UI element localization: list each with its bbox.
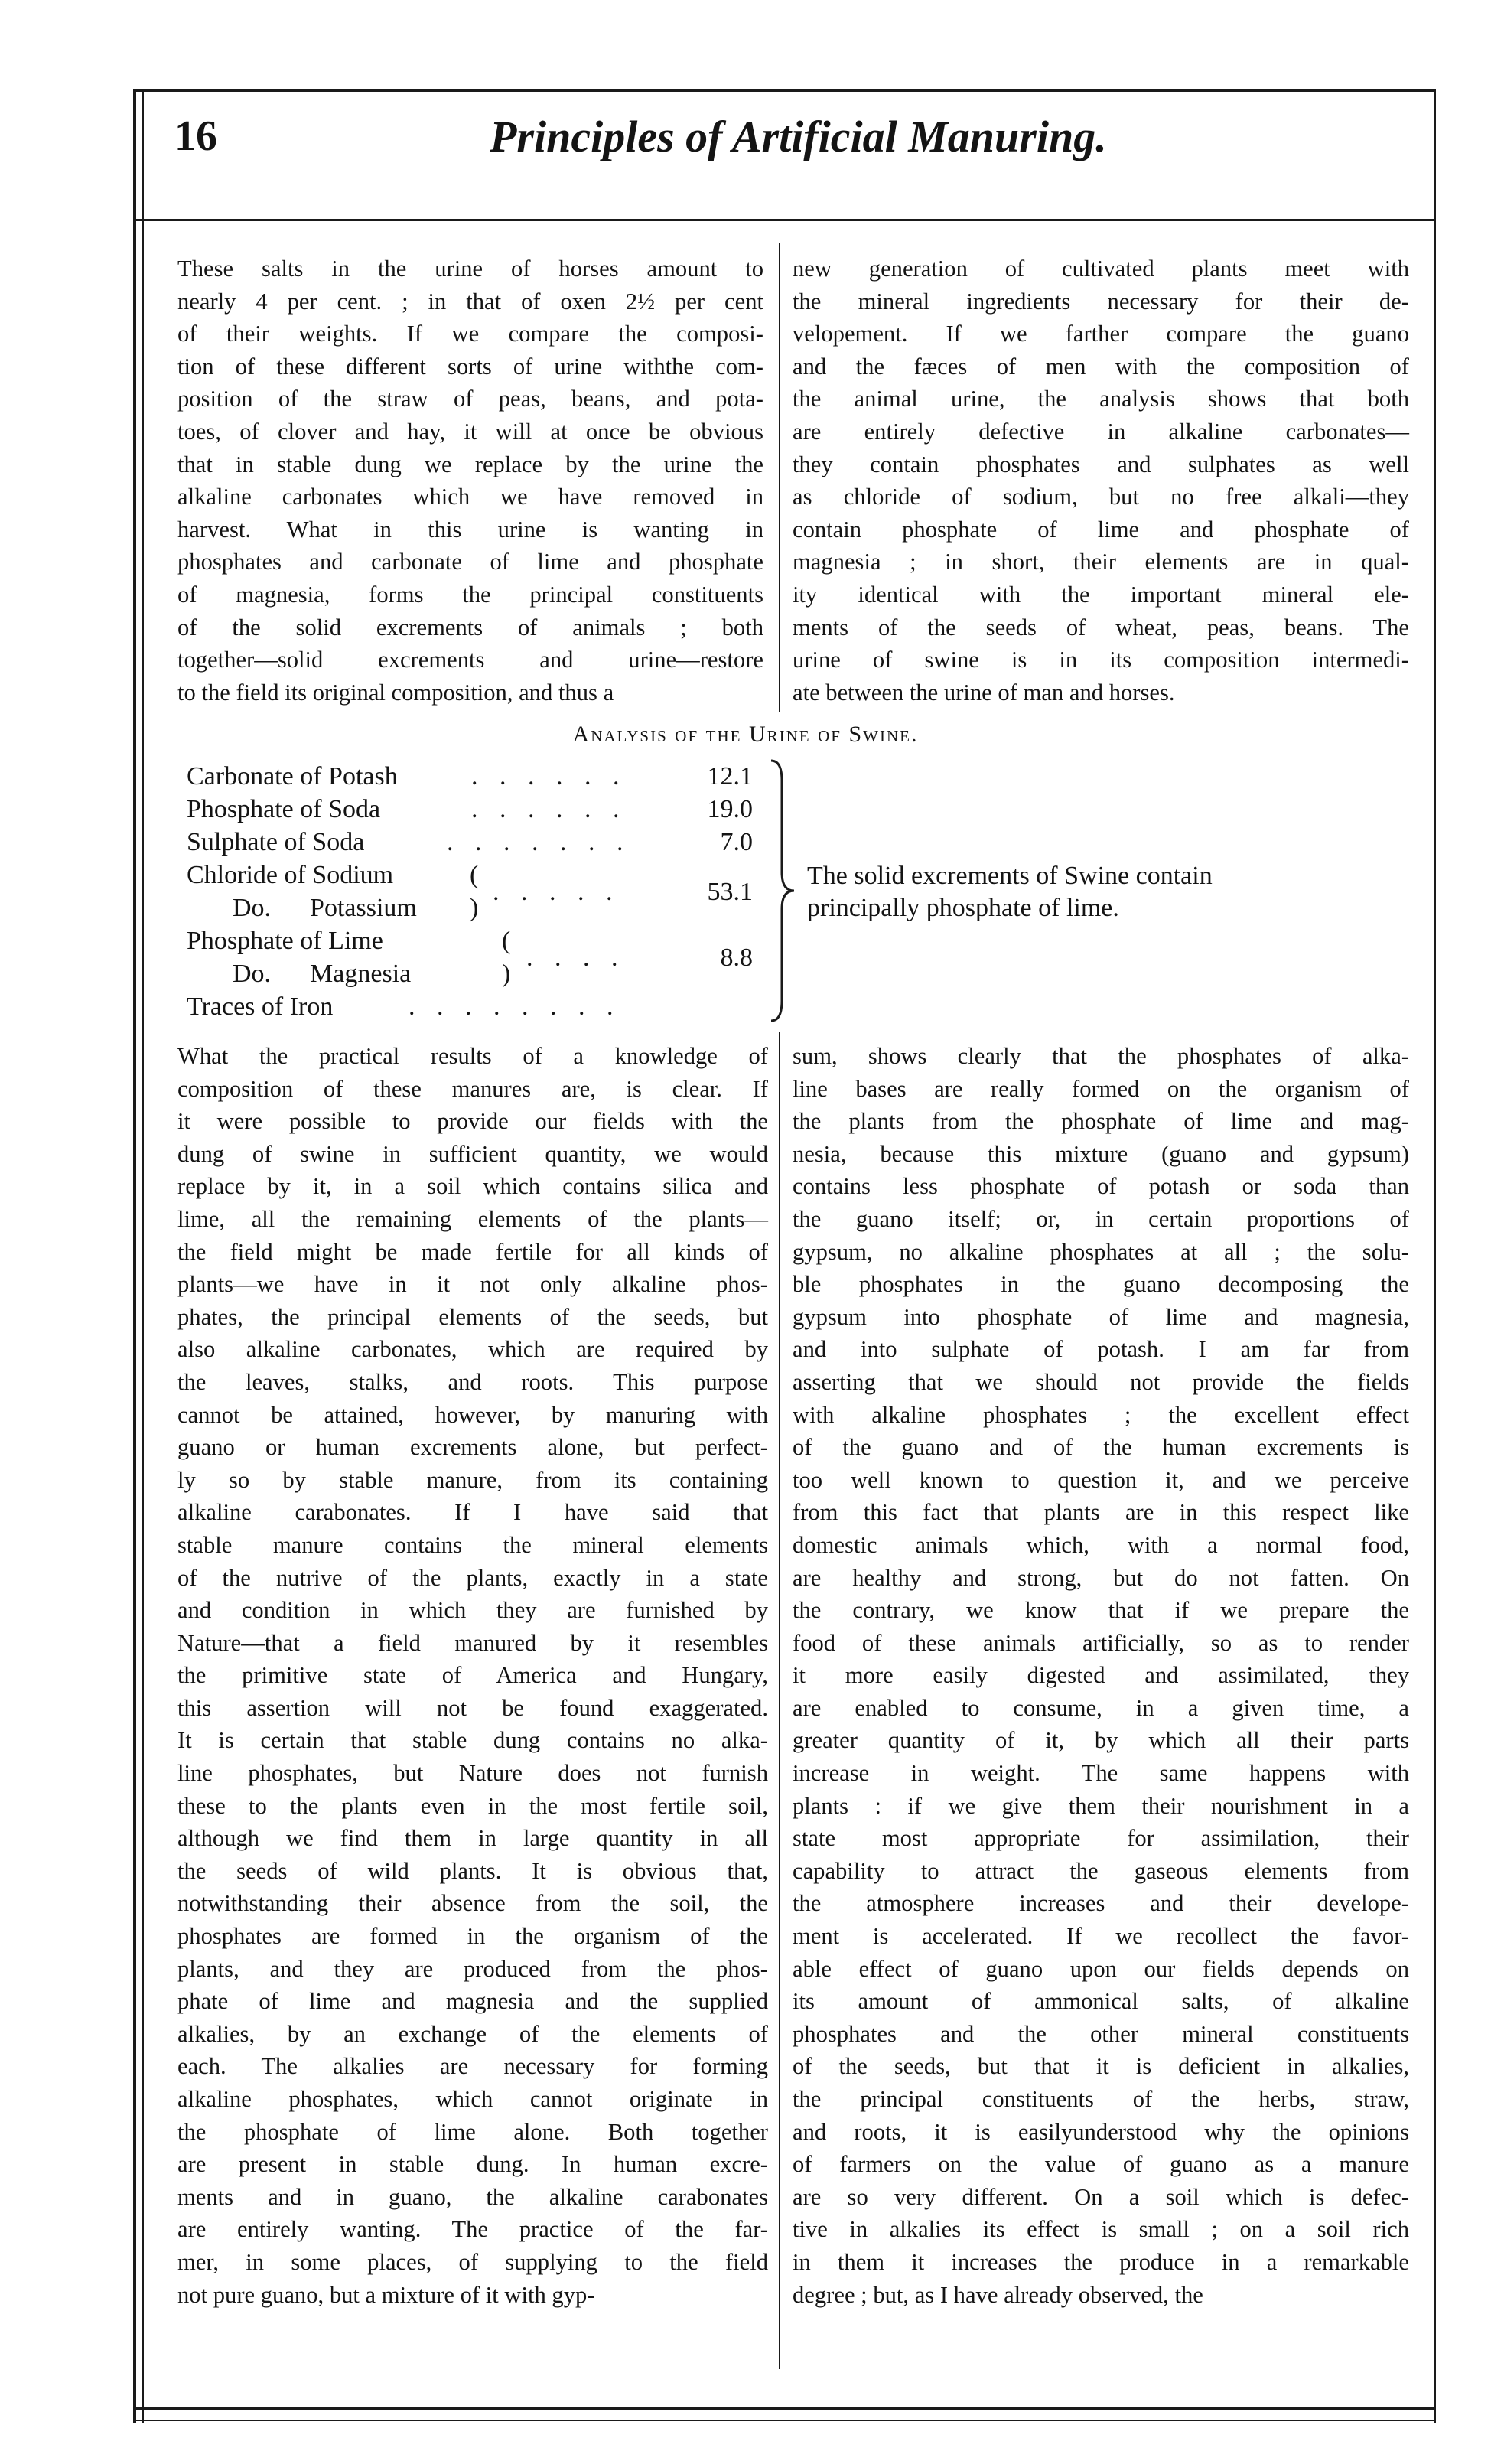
text-line: new generation of cultivated plants meet with [793, 256, 1409, 282]
text-line: contains less phosphate of potash or soda than [793, 1173, 1409, 1200]
text-line: ate between the urine of man and horses. [793, 679, 1175, 706]
text-line: cannot be attained, however, by manuring with [177, 1401, 768, 1428]
frame-left-rule-inner [142, 89, 144, 2423]
page-number: 16 [174, 112, 217, 160]
text-line: of magnesia, forms the principal constituents [177, 581, 763, 608]
leader-dots: . . . . . . . [447, 828, 631, 856]
text-line: the seeds of wild plants. It is obvious that, [177, 1857, 768, 1884]
bottom-rule-outer [135, 2420, 1435, 2421]
text-line: the field might be made fertile for all kinds of [177, 1238, 768, 1265]
text-line: phosphates and the other mineral constituents [793, 2020, 1409, 2047]
text-line: replace by it, in a soil which contains silica and [177, 1173, 768, 1200]
text-line: the principal constituents of the herbs, straw, [793, 2086, 1409, 2112]
running-title: Principles of Artificial Manuring. [490, 112, 1107, 161]
column-divider-top [779, 243, 780, 712]
text-line: its amount of ammonical salts, of alkaline [793, 1988, 1409, 2015]
text-line: too well known to question it, and we perceive [793, 1466, 1409, 1493]
text-line: the contrary, we know that if we prepare the [793, 1597, 1409, 1624]
brace: ( [502, 927, 511, 955]
text-line: gypsum, no alkaline phosphates at all ; the solu- [793, 1238, 1409, 1265]
text-line: capability to attract the gaseous elements from [793, 1857, 1409, 1884]
text-line: from this fact that plants are in this respect like [793, 1499, 1409, 1526]
text-line: nesia, because this mixture (guano and gypsum) [793, 1140, 1409, 1167]
table-row-name: Chloride of Sodium [187, 861, 394, 889]
text-line: together—solid excrements and urine—restore [177, 647, 763, 673]
header-divider [135, 219, 1435, 221]
leader-dots: . . . . . [493, 878, 620, 906]
text-line: are entirely defective in alkaline carbonates— [793, 418, 1409, 445]
column-bottom-left [177, 1040, 768, 2311]
text-line: contain phosphate of lime and phosphate of [793, 516, 1409, 543]
text-line: that in stable dung we replace by the urine the [177, 451, 763, 477]
text-line: asserting that we should not provide the fields [793, 1368, 1409, 1395]
text-line: urine of swine is in its composition intermedi- [793, 647, 1409, 673]
brace: ) [470, 894, 479, 922]
text-line: guano or human excrements alone, but perfect- [177, 1434, 768, 1461]
column-divider-bottom [779, 1032, 780, 2369]
text-line: position of the straw of peas, beans, and pota- [177, 386, 763, 412]
text-line: these to the plants even in the most fertile soil, [177, 1792, 768, 1819]
text-line: stable manure contains the mineral elements [177, 1531, 768, 1558]
text-line: and condition in which they are furnished by [177, 1597, 768, 1624]
text-line: with alkaline phosphates ; the excellent effect [793, 1401, 1409, 1428]
text-line: of farmers on the value of guano as a manure [793, 2151, 1409, 2178]
table-row-name: Phosphate of Lime [187, 927, 383, 955]
text-line: are present in stable dung. In human excre- [177, 2151, 768, 2178]
text-line: notwithstanding their absence from the soil, the [177, 1890, 768, 1917]
text-line: plants—we have in it not only alkaline phos- [177, 1271, 768, 1298]
table-row-name: Phosphate of Soda [187, 795, 381, 823]
text-line: domestic animals which, with a normal food, [793, 1531, 1409, 1558]
column-bottom-right [793, 1040, 1409, 2311]
text-line: this assertion will not be found exaggerated. [177, 1694, 768, 1721]
column-top-right [793, 253, 1409, 709]
table-row-name-2: Do. Magnesia [233, 960, 412, 988]
text-line: of their weights. If we compare the composi- [177, 321, 763, 347]
text-line: the phosphate of lime alone. Both together [177, 2118, 768, 2145]
text-line: state most appropriate for assimilation, their [793, 1825, 1409, 1852]
text-line: sum, shows clearly that the phosphates of alka- [793, 1043, 1409, 1069]
text-line: phosphates are formed in the organism of the [177, 1923, 768, 1950]
text-line: Nature—that a field manured by it resembles [177, 1629, 768, 1656]
text-line: also alkaline carbonates, which are required by [177, 1336, 768, 1363]
table-note-line-1: The solid excrements of Swine contain [807, 862, 1213, 890]
table-row-value: 7.0 [720, 828, 753, 856]
text-line: These salts in the urine of horses amount to [177, 256, 763, 282]
text-line: are enabled to consume, in a given time, a [793, 1694, 1409, 1721]
text-line: What the practical results of a knowledge of [177, 1043, 768, 1069]
text-line: are so very different. On a soil which is defec- [793, 2183, 1409, 2210]
frame-right-rule [1434, 89, 1436, 2423]
text-line: ment is accelerated. If we recollect the favor- [793, 1923, 1409, 1950]
table-heading: Analysis of the Urine of Swine. [572, 722, 919, 747]
text-line: the animal urine, the analysis shows that both [793, 386, 1409, 412]
text-line: harvest. What in this urine is wanting in [177, 516, 763, 543]
text-line: increase in weight. The same happens with [793, 1760, 1409, 1787]
leader-dots: . . . . . . [471, 762, 627, 790]
text-line: ly so by stable manure, from its containing [177, 1466, 768, 1493]
text-line: composition of these manures are, is clear. If [177, 1075, 768, 1102]
text-line: and into sulphate of potash. I am far from [793, 1336, 1409, 1363]
text-line: velopement. If we farther compare the guano [793, 321, 1409, 347]
text-line: phosphates and carbonate of lime and phosphate [177, 549, 763, 575]
text-line: line phosphates, but Nature does not furnish [177, 1760, 768, 1787]
brace: ( [470, 861, 479, 889]
text-line: phates, the principal elements of the seeds, but [177, 1303, 768, 1330]
text-line: magnesia ; in short, their elements are in qual- [793, 549, 1409, 575]
leader-dots: . . . . . . . . [409, 992, 621, 1021]
text-line: of the solid excrements of animals ; both [177, 614, 763, 640]
frame-top-rule [135, 89, 1435, 92]
table-row-value: 53.1 [707, 878, 753, 906]
text-line: plants, and they are produced from the phos- [177, 1955, 768, 1982]
text-line: the guano itself; or, in certain proportions of [793, 1205, 1409, 1232]
text-line: nearly 4 per cent. ; in that of oxen 2½ per cent [177, 288, 763, 315]
leader-dots: . . . . . . [471, 795, 627, 823]
text-line: the plants from the phosphate of lime and mag- [793, 1108, 1409, 1135]
table-row-value: 8.8 [720, 944, 753, 972]
text-line: alkalies, by an exchange of the elements of [177, 2020, 768, 2047]
text-line: the atmosphere increases and their develope- [793, 1890, 1409, 1917]
table-row-name-2: Do. Potassium [233, 894, 417, 922]
text-line: mer, in some places, of supplying to the field [177, 2248, 768, 2275]
text-line: degree ; but, as I have already observed, the [793, 2281, 1203, 2308]
text-line: toes, of clover and hay, it will at once be obvious [177, 418, 763, 445]
table-note-line-2: principally phosphate of lime. [807, 894, 1119, 922]
text-line: as chloride of sodium, but no free alkali—they [793, 484, 1409, 510]
text-line: able effect of guano upon our fields depends on [793, 1955, 1409, 1982]
text-line: plants : if we give them their nourishment in a [793, 1792, 1409, 1819]
text-line: of the guano and of the human excrements is [793, 1434, 1409, 1461]
text-line: and roots, it is easilyunderstood why the opinions [793, 2118, 1409, 2145]
bottom-rule [135, 2407, 1435, 2410]
text-line: alkaline phosphates, which cannot originate in [177, 2086, 768, 2112]
text-line: ments and in guano, the alkaline carabonates [177, 2183, 768, 2210]
text-line: the primitive state of America and Hungary, [177, 1662, 768, 1689]
text-line: it more easily digested and assimilated, they [793, 1662, 1409, 1689]
brace: ) [502, 960, 511, 988]
text-line: lime, all the remaining elements of the plants— [177, 1205, 768, 1232]
text-line: ments of the seeds of wheat, peas, beans. The [793, 614, 1409, 640]
text-line: are entirely wanting. The practice of the far- [177, 2216, 768, 2243]
table-row-name: Sulphate of Soda [187, 828, 365, 856]
text-line: food of these animals artificially, so as to render [793, 1629, 1409, 1656]
text-line: not pure guano, but a mixture of it with gyp- [177, 2281, 595, 2308]
text-line: line bases are really formed on the organism of [793, 1075, 1409, 1102]
text-line: each. The alkalies are necessary for forming [177, 2053, 768, 2080]
column-top-left [177, 253, 763, 709]
text-line: although we find them in large quantity in all [177, 1825, 768, 1852]
table-row-value: 19.0 [707, 795, 753, 823]
text-line: to the field its original composition, and thus a [177, 679, 614, 706]
text-line: dung of swine in sufficient quantity, we would [177, 1140, 768, 1167]
text-line: alkaline carbonates which we have removed in [177, 484, 763, 510]
text-line: tion of these different sorts of urine withthe com- [177, 353, 763, 380]
text-line: tive in alkalies its effect is small ; on a soil rich [793, 2216, 1409, 2243]
leader-dots: . . . . [526, 944, 626, 972]
table-row-name: Traces of Iron [187, 992, 334, 1021]
text-line: ity identical with the important mineral ele- [793, 581, 1409, 608]
text-line: of the seeds, but that it is deficient in alkalies, [793, 2053, 1409, 2080]
text-line: of the nutrive of the plants, exactly in a state [177, 1564, 768, 1591]
table-right-brace [768, 758, 799, 1025]
text-line: alkaline carabonates. If I have said that [177, 1499, 768, 1526]
text-line: greater quantity of it, by which all their parts [793, 1727, 1409, 1754]
text-line: gypsum into phosphate of lime and magnesia, [793, 1303, 1409, 1330]
table-row-name: Carbonate of Potash [187, 762, 398, 790]
text-line: It is certain that stable dung contains no alka- [177, 1727, 768, 1754]
text-line: are healthy and strong, but do not fatten. On [793, 1564, 1409, 1591]
text-line: it were possible to provide our fields with the [177, 1108, 768, 1135]
table-note [807, 860, 1427, 924]
text-line: phate of lime and magnesia and the supplied [177, 1988, 768, 2015]
table-row-value: 12.1 [707, 762, 753, 790]
text-line: in them it increases the produce in a remarkable [793, 2248, 1409, 2275]
text-line: the mineral ingredients necessary for their de- [793, 288, 1409, 315]
text-line: ble phosphates in the guano decomposing the [793, 1271, 1409, 1298]
frame-left-rule [133, 89, 136, 2423]
text-line: and the fæces of men with the composition of [793, 353, 1409, 380]
text-line: the leaves, stalks, and roots. This purpose [177, 1368, 768, 1395]
text-line: they contain phosphates and sulphates as well [793, 451, 1409, 477]
